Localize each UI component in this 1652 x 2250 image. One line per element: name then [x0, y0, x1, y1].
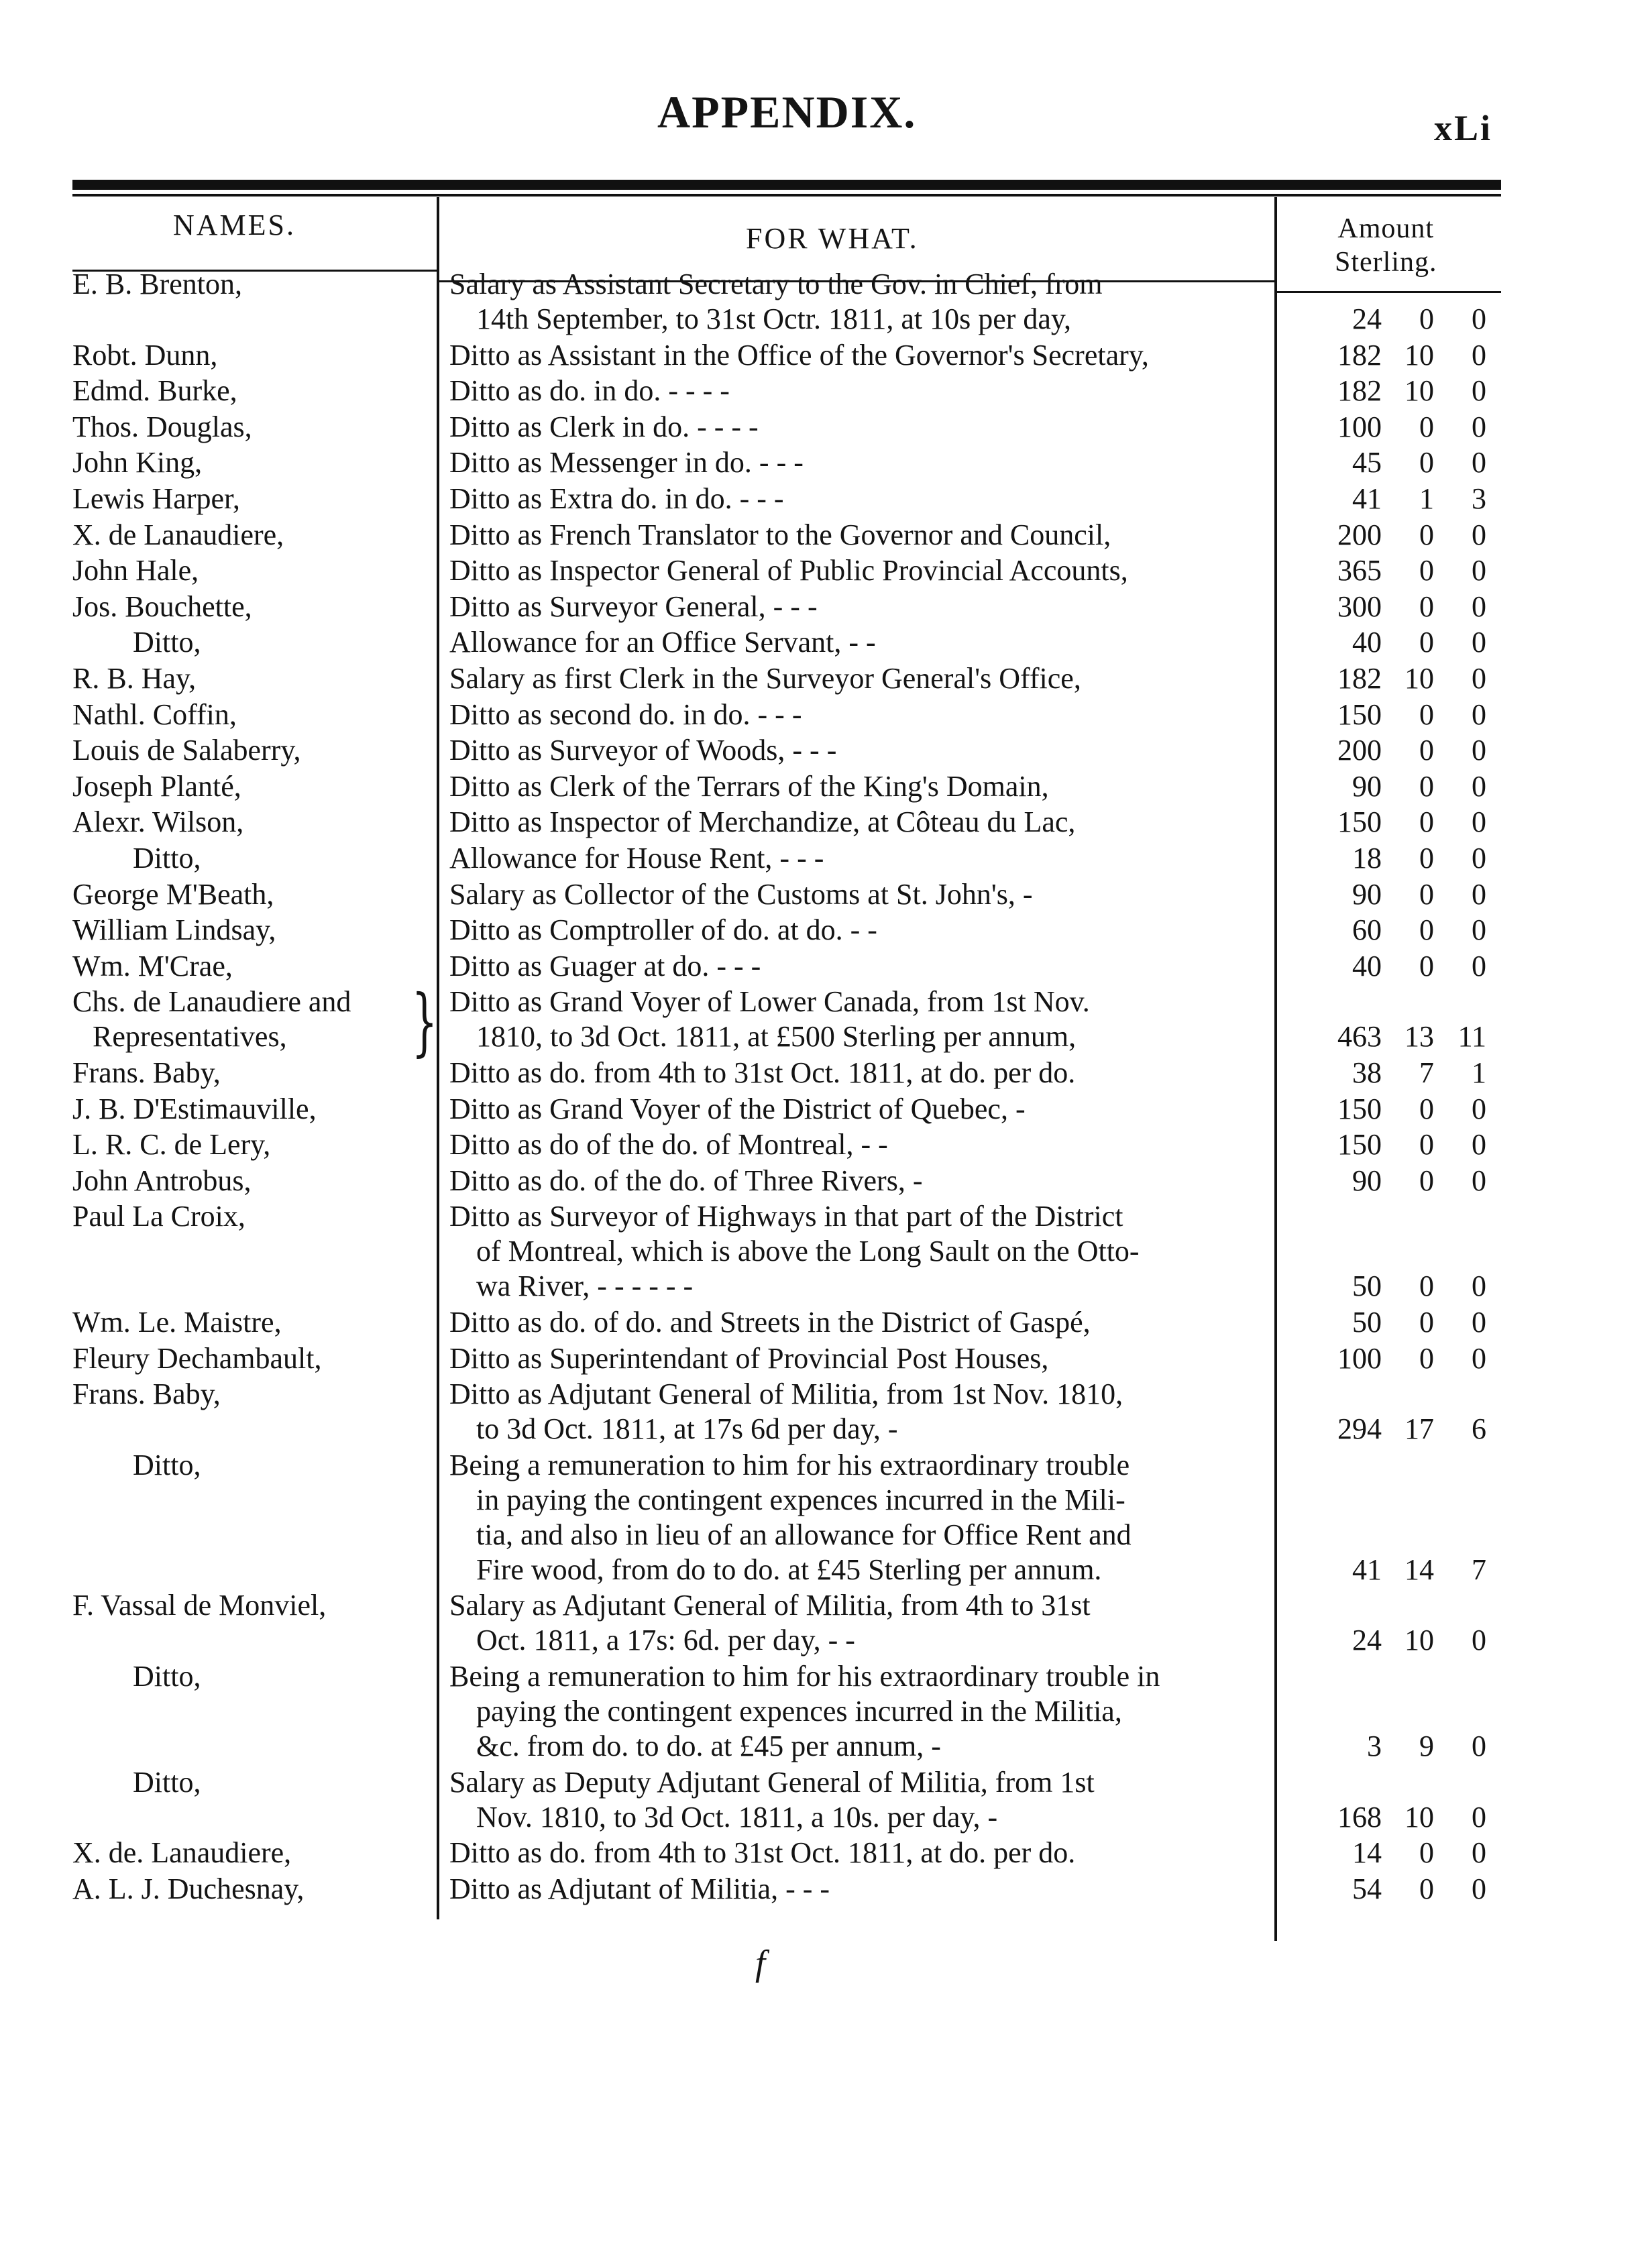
row-description — [449, 1092, 1271, 1127]
row-name: Ditto, — [133, 626, 201, 659]
description-line: Ditto as second do. in do. - - - — [449, 697, 802, 731]
row-name: Frans. Baby, — [72, 1056, 221, 1089]
row-name: John Antrobus, — [72, 1164, 252, 1197]
amount-shillings: 0 — [1419, 302, 1434, 335]
row-name: Frans. Baby, — [72, 1377, 221, 1411]
row-description — [449, 949, 1271, 984]
amount-pence: 0 — [1472, 518, 1486, 551]
description-line: Nov. 1810, to 3d Oct. 1811, a 10s. per day, - — [476, 1800, 998, 1834]
description-line: &c. from do. to do. at £45 per annum, - — [476, 1730, 941, 1762]
amount-pence: 0 — [1472, 1341, 1486, 1375]
amount-pence: 0 — [1472, 1836, 1486, 1870]
amount-shillings: 0 — [1419, 1128, 1434, 1162]
amount-pence: 0 — [1472, 1164, 1486, 1197]
description-line: Ditto as do. in do. - - - - — [449, 374, 730, 408]
description-line: Ditto as Clerk of the Terrars of the King's Domain, — [449, 769, 1049, 803]
row-description — [449, 553, 1271, 588]
amount-shillings: 0 — [1419, 1306, 1434, 1339]
column-header-for-what: FOR WHAT. — [746, 222, 919, 255]
description-line: Ditto as Clerk in do. - - - - — [449, 410, 759, 443]
row-name: Thos. Douglas, — [72, 410, 252, 443]
row-name: Wm. Le. Maistre, — [72, 1306, 282, 1339]
amount-shillings: 0 — [1419, 769, 1434, 803]
row-name: Ditto, — [133, 842, 201, 875]
row-name: William Lindsay, — [72, 913, 276, 947]
amount-pounds: 3 — [1367, 1730, 1382, 1762]
amount-pence: 0 — [1472, 805, 1486, 839]
amount-shillings: 0 — [1419, 913, 1434, 947]
amount-pounds: 50 — [1352, 1306, 1382, 1339]
row-name: Robt. Dunn, — [72, 338, 218, 372]
description-line: to 3d Oct. 1811, at 17s 6d per day, - — [476, 1412, 898, 1446]
description-line: Salary as first Clerk in the Surveyor General's Office, — [449, 662, 1081, 695]
amount-pounds: 24 — [1352, 302, 1382, 335]
amount-pounds: 41 — [1352, 1553, 1382, 1586]
amount-pence: 0 — [1472, 877, 1486, 911]
amount-pounds: 463 — [1337, 1020, 1382, 1054]
amount-pence: 0 — [1472, 769, 1486, 803]
description-line: Ditto as do. of the do. of Three Rivers, - — [449, 1164, 923, 1197]
amount-pounds: 150 — [1337, 697, 1382, 731]
amount-shillings: 0 — [1419, 949, 1434, 982]
description-line: Ditto as do. of do. and Streets in the District of Gaspé, — [449, 1306, 1091, 1339]
amount-shillings: 1 — [1419, 482, 1434, 515]
row-name: John King, — [72, 446, 203, 480]
description-line: Ditto as Grand Voyer of Lower Canada, from 1st Nov. — [449, 985, 1090, 1019]
amount-pence: 0 — [1472, 626, 1486, 659]
amount-pounds: 90 — [1352, 877, 1382, 911]
description-line: Ditto as French Translator to the Governor and Council, — [449, 518, 1111, 551]
amount-pence: 0 — [1472, 1128, 1486, 1162]
description-line: Ditto as Grand Voyer of the District of Quebec, - — [449, 1092, 1026, 1125]
row-description — [449, 1127, 1271, 1162]
row-description — [449, 445, 1271, 480]
amount-shillings: 0 — [1419, 446, 1434, 480]
row-description — [449, 374, 1271, 408]
row-description — [449, 733, 1271, 768]
description-line: Ditto as Adjutant of Militia, - - - — [449, 1872, 830, 1905]
amount-pounds: 60 — [1352, 913, 1382, 947]
amount-shillings: 0 — [1419, 1164, 1434, 1197]
amount-shillings: 14 — [1405, 1553, 1434, 1586]
row-name: X. de. Lanaudiere, — [72, 1836, 292, 1870]
amount-pounds: 168 — [1337, 1800, 1382, 1834]
description-line: Ditto as Surveyor of Highways in that part of the District — [449, 1200, 1123, 1233]
description-line: tia, and also in lieu of an allowance for Office Rent and — [476, 1518, 1132, 1551]
description-line: Ditto as Surveyor General, - - - — [449, 589, 818, 623]
row-description — [449, 877, 1271, 912]
amount-pounds: 294 — [1337, 1412, 1382, 1446]
amount-pence: 0 — [1472, 842, 1486, 875]
column-header-amount-line2: Sterling. — [1335, 247, 1437, 278]
amount-pence: 0 — [1472, 374, 1486, 408]
amount-pence: 0 — [1472, 662, 1486, 695]
amount-pounds: 200 — [1337, 518, 1382, 551]
row-description — [449, 1836, 1271, 1870]
amount-pence: 0 — [1472, 554, 1486, 587]
description-line: Fire wood, from do to do. at £45 Sterling per annum. — [476, 1553, 1102, 1586]
page-title: APPENDIX. — [657, 87, 917, 137]
row-name: Edmd. Burke, — [72, 374, 237, 408]
amount-pence: 1 — [1472, 1056, 1486, 1089]
column-header-amount-line1: Amount — [1337, 213, 1435, 244]
amount-shillings: 10 — [1405, 338, 1434, 372]
row-name: Paul La Croix, — [72, 1200, 245, 1233]
amount-pounds: 90 — [1352, 1164, 1382, 1197]
amount-pence: 0 — [1472, 338, 1486, 372]
description-line: Ditto as Adjutant General of Militia, from 1st Nov. 1810, — [449, 1377, 1123, 1411]
description-line: 14th September, to 31st Octr. 1811, at 10s per day, — [476, 302, 1072, 335]
amount-pence: 6 — [1472, 1412, 1486, 1446]
amount-shillings: 17 — [1405, 1412, 1434, 1446]
amount-pence: 3 — [1472, 482, 1486, 515]
amount-shillings: 0 — [1419, 1092, 1434, 1125]
row-name: Louis de Salaberry, — [72, 734, 301, 767]
row-name: Lewis Harper, — [72, 482, 240, 515]
amount-shillings: 10 — [1405, 1624, 1434, 1657]
row-description — [449, 1588, 1271, 1658]
row-name: X. de Lanaudiere, — [72, 518, 284, 551]
description-line: Ditto as Inspector of Merchandize, at Côteau du Lac, — [449, 805, 1076, 839]
row-name: Ditto, — [133, 1765, 201, 1799]
row-description — [449, 1872, 1271, 1907]
description-line: in paying the contingent expences incurred in the Mili- — [476, 1483, 1125, 1516]
description-line: Oct. 1811, a 17s: 6d. per day, - - — [476, 1624, 855, 1657]
amount-shillings: 10 — [1405, 662, 1434, 695]
header-rule-thick — [72, 180, 1501, 190]
row-description — [449, 338, 1271, 373]
amount-pounds: 300 — [1337, 589, 1382, 623]
row-description — [449, 1164, 1271, 1198]
amount-shillings: 13 — [1405, 1020, 1434, 1054]
row-name: George M'Beath, — [72, 877, 274, 911]
description-line: Ditto as Inspector General of Public Provincial Accounts, — [449, 554, 1128, 587]
amount-pounds: 150 — [1337, 805, 1382, 839]
description-line: Being a remuneration to him for his extraordinary trouble in — [449, 1660, 1160, 1693]
amount-pounds: 45 — [1352, 446, 1382, 480]
row-description — [449, 841, 1271, 876]
amount-pounds: 38 — [1352, 1056, 1382, 1089]
amount-shillings: 10 — [1405, 374, 1434, 408]
row-name: Jos. Bouchette, — [72, 589, 252, 623]
amount-pence: 0 — [1472, 734, 1486, 767]
description-line: Salary as Adjutant General of Militia, from 4th to 31st — [449, 1589, 1091, 1622]
row-description — [449, 1377, 1271, 1447]
description-line: Ditto as Guager at do. - - - — [449, 949, 761, 982]
column-header-amount — [1335, 212, 1437, 279]
description-line: Ditto as do. from 4th to 31st Oct. 1811, at do. per do. — [449, 1056, 1076, 1089]
amount-pence: 7 — [1472, 1553, 1486, 1586]
amount-pence: 0 — [1472, 1872, 1486, 1905]
amount-pence: 11 — [1457, 1020, 1486, 1054]
description-line: Ditto as Superintendant of Provincial Post Houses, — [449, 1341, 1049, 1375]
row-description — [449, 697, 1271, 732]
amount-shillings: 0 — [1419, 697, 1434, 731]
row-description — [449, 985, 1271, 1054]
amount-shillings: 0 — [1419, 410, 1434, 443]
description-line: Ditto as Assistant in the Office of the Governor's Secretary, — [449, 338, 1149, 372]
amount-pounds: 50 — [1352, 1270, 1382, 1303]
signature-mark: f — [755, 1943, 766, 1983]
row-name: J. B. D'Estimauville, — [72, 1092, 317, 1125]
row-name: John Hale, — [72, 554, 199, 587]
amount-pounds: 150 — [1337, 1128, 1382, 1162]
description-line: Allowance for House Rent, - - - — [449, 842, 824, 875]
amount-shillings: 0 — [1419, 805, 1434, 839]
row-name: Wm. M'Crae, — [72, 949, 233, 982]
description-line: paying the contingent expences incurred in the Militia, — [476, 1695, 1122, 1728]
row-name: Joseph Planté, — [72, 769, 241, 803]
amount-pence: 0 — [1472, 1092, 1486, 1125]
row-description — [449, 661, 1271, 696]
amount-pounds: 40 — [1352, 626, 1382, 659]
amount-pounds: 182 — [1337, 374, 1382, 408]
amount-shillings: 0 — [1419, 877, 1434, 911]
row-name: Ditto, — [133, 1448, 201, 1481]
amount-header-rule — [1277, 291, 1501, 293]
amount-pence: 0 — [1472, 1730, 1486, 1762]
amount-pounds: 182 — [1337, 338, 1382, 372]
row-description — [449, 410, 1271, 445]
description-line: Salary as Collector of the Customs at St. John's, - — [449, 877, 1033, 911]
amount-shillings: 0 — [1419, 734, 1434, 767]
row-name: F. Vassal de Monviel, — [72, 1589, 327, 1622]
row-description — [449, 267, 1271, 337]
header-rule-thin — [72, 194, 1501, 196]
amount-shillings: 9 — [1419, 1730, 1434, 1762]
amount-pence: 0 — [1472, 697, 1486, 731]
amount-shillings: 0 — [1419, 1836, 1434, 1870]
amount-pence: 0 — [1472, 1270, 1486, 1303]
row-name: R. B. Hay, — [72, 662, 197, 695]
row-name: E. B. Brenton, — [72, 268, 242, 300]
row-description — [449, 1305, 1271, 1340]
description-line: Ditto as Messenger in do. - - - — [449, 446, 804, 480]
row-description — [449, 1659, 1271, 1764]
row-name-continued: Representatives, — [93, 1020, 287, 1054]
description-line: Ditto as Comptroller of do. at do. - - — [449, 913, 877, 947]
row-description — [449, 482, 1271, 516]
row-description — [449, 913, 1271, 948]
row-description — [449, 805, 1271, 840]
row-name: L. R. C. de Lery, — [72, 1128, 271, 1162]
amount-pounds: 150 — [1337, 1092, 1382, 1125]
amount-pounds: 100 — [1337, 1341, 1382, 1375]
row-description — [449, 1765, 1271, 1835]
amount-shillings: 0 — [1419, 626, 1434, 659]
amount-pounds: 40 — [1352, 949, 1382, 982]
brace-mark: } — [411, 978, 438, 1065]
amount-pounds: 41 — [1352, 482, 1382, 515]
amount-shillings: 0 — [1419, 1270, 1434, 1303]
amount-shillings: 7 — [1419, 1056, 1434, 1089]
amount-pence: 0 — [1472, 302, 1486, 335]
column-divider-right — [1274, 197, 1277, 1941]
amount-pence: 0 — [1472, 589, 1486, 623]
row-description — [449, 1199, 1271, 1304]
row-name: Nathl. Coffin, — [72, 697, 237, 731]
amount-shillings: 0 — [1419, 842, 1434, 875]
description-line: Being a remuneration to him for his extraordinary trouble — [449, 1448, 1130, 1481]
row-description — [449, 1056, 1271, 1090]
amount-shillings: 0 — [1419, 1872, 1434, 1905]
description-line: Salary as Deputy Adjutant General of Militia, from 1st — [449, 1765, 1095, 1799]
row-name: Chs. de Lanaudiere and — [72, 985, 351, 1019]
amount-shillings: 0 — [1419, 554, 1434, 587]
amount-shillings: 10 — [1405, 1800, 1434, 1834]
column-header-names: NAMES. — [173, 209, 296, 241]
row-name: Ditto, — [133, 1660, 201, 1693]
description-line: Ditto as Surveyor of Woods, - - - — [449, 734, 837, 767]
row-description — [449, 518, 1271, 553]
description-line: of Montreal, which is above the Long Sault on the Otto- — [476, 1235, 1140, 1268]
row-name: Fleury Dechambault, — [72, 1341, 322, 1375]
amount-pounds: 24 — [1352, 1624, 1382, 1657]
amount-shillings: 0 — [1419, 518, 1434, 551]
row-description — [449, 1341, 1271, 1376]
description-line: 1810, to 3d Oct. 1811, at £500 Sterling per annum, — [476, 1020, 1077, 1054]
row-name: Alexr. Wilson, — [72, 805, 244, 839]
page-folio: xLi — [1434, 108, 1493, 148]
amount-shillings: 0 — [1419, 1341, 1434, 1375]
amount-pence: 0 — [1472, 410, 1486, 443]
amount-pounds: 14 — [1352, 1836, 1382, 1870]
amount-pounds: 182 — [1337, 662, 1382, 695]
row-description — [449, 1448, 1271, 1587]
description-line: Salary as Assistant Secretary to the Gov. in Chief, from — [449, 268, 1103, 300]
row-description — [449, 625, 1271, 660]
amount-pounds: 90 — [1352, 769, 1382, 803]
amount-pence: 0 — [1472, 1306, 1486, 1339]
description-line: Allowance for an Office Servant, - - — [449, 626, 876, 659]
amount-pence: 0 — [1472, 1800, 1486, 1834]
amount-pounds: 365 — [1337, 554, 1382, 587]
row-description — [449, 769, 1271, 804]
amount-pence: 0 — [1472, 446, 1486, 480]
description-line: Ditto as do. from 4th to 31st Oct. 1811, at do. per do. — [449, 1836, 1076, 1870]
row-description — [449, 589, 1271, 624]
amount-shillings: 0 — [1419, 589, 1434, 623]
amount-pence: 0 — [1472, 913, 1486, 947]
description-line: wa River, - - - - - - — [476, 1270, 694, 1303]
description-line: Ditto as Extra do. in do. - - - — [449, 482, 784, 515]
amount-pounds: 54 — [1352, 1872, 1382, 1905]
amount-pence: 0 — [1472, 949, 1486, 982]
amount-pounds: 18 — [1352, 842, 1382, 875]
amount-pounds: 200 — [1337, 734, 1382, 767]
amount-pounds: 100 — [1337, 410, 1382, 443]
amount-pence: 0 — [1472, 1624, 1486, 1657]
row-name: A. L. J. Duchesnay, — [72, 1872, 305, 1905]
description-line: Ditto as do of the do. of Montreal, - - — [449, 1128, 888, 1162]
